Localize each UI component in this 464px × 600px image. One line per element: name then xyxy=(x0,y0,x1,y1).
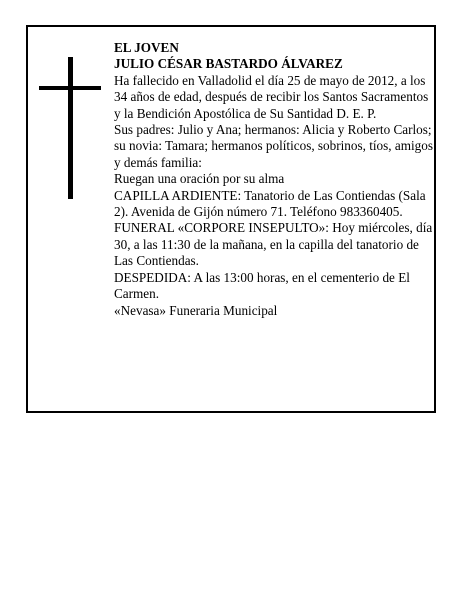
obituary-text xyxy=(114,40,434,319)
funeral-info: FUNERAL «CORPORE INSEPULTO»: Hoy miércoles, día 30, a las 11:30 de la mañana, en la capilla del tanatorio de Las Contiendas. xyxy=(114,220,433,269)
prayer-request: Ruegan una oración por su alma xyxy=(114,171,285,187)
notice-title: EL JOVEN xyxy=(114,40,179,55)
farewell-info: DESPEDIDA: A las 13:00 horas, en el cementerio de El Carmen. xyxy=(114,269,410,302)
obituary-notice xyxy=(26,25,436,413)
deceased-name: JULIO CÉSAR BASTARDO ÁLVAREZ xyxy=(114,56,343,72)
family-list: Sus padres: Julio y Ana; hermanos: Alicia y Roberto Carlos; su novia: Tamara; hermanos políticos, sobrinos, tíos, amigos y demás familia: xyxy=(114,122,433,170)
cross-vertical-bar xyxy=(68,57,73,199)
chapel-info: CAPILLA ARDIENTE: Tanatorio de Las Contiendas (Sala 2). Avenida de Gijón número 71. Teléfono 983360405. xyxy=(114,187,426,220)
cross-horizontal-bar xyxy=(39,86,101,90)
death-announcement: Ha fallecido en Valladolid el día 25 de mayo de 2012, a los 34 años de edad, después de recibir los Santos Sacramentos y la Bendición Apostólica de Su Santidad D. E. P. xyxy=(114,72,429,121)
funeral-home: «Nevasa» Funeraria Municipal xyxy=(114,302,278,318)
